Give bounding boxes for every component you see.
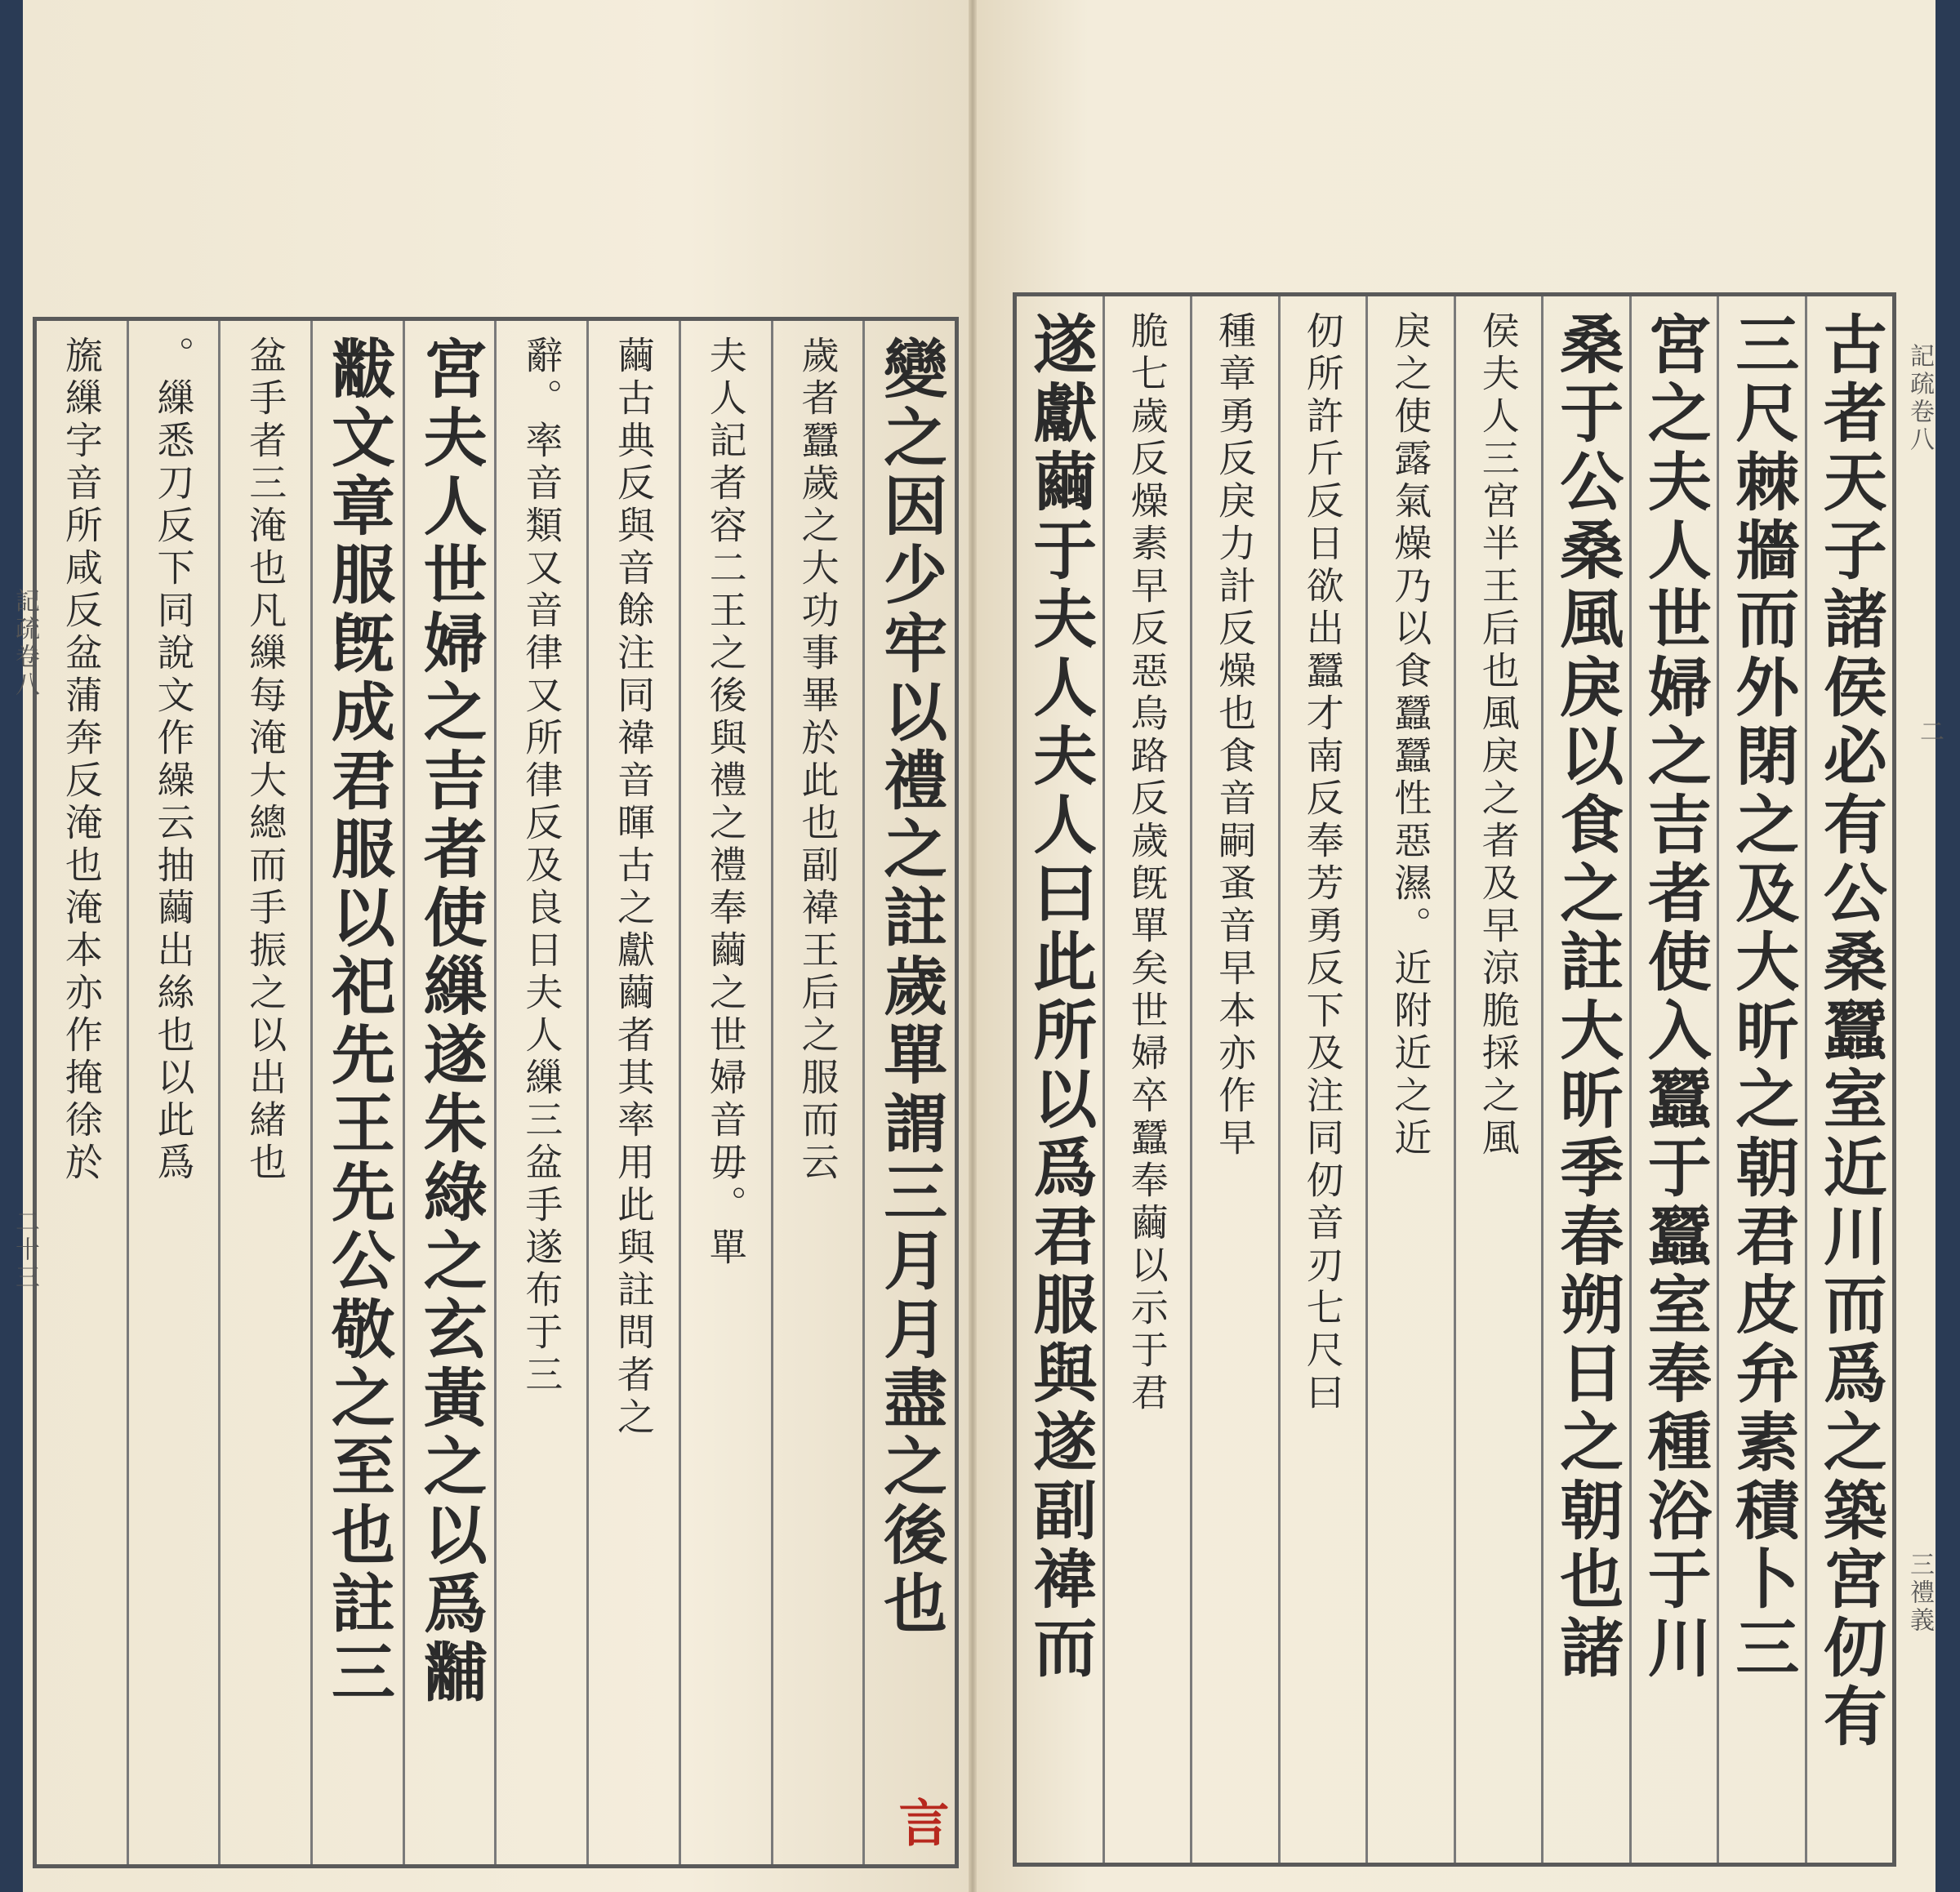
text-column bbox=[494, 321, 586, 1864]
text-column bbox=[127, 321, 219, 1864]
text-column bbox=[1102, 296, 1191, 1863]
right-margin-note: 三禮義 bbox=[1905, 1551, 1934, 1635]
column-text: 繭古典反與音餘注同褘音暉古之獻繭者其率用此與註問者之 bbox=[612, 336, 657, 1440]
right-columns bbox=[1017, 296, 1892, 1863]
text-column bbox=[1017, 296, 1102, 1863]
text-column bbox=[1717, 296, 1805, 1863]
column-text: 。繅悉刀反下同說文作繰云抽繭出絲也以此爲 bbox=[151, 336, 196, 1185]
text-column bbox=[1454, 296, 1542, 1863]
left-columns bbox=[37, 321, 955, 1864]
column-text: 宮夫人世婦之吉者使繅遂朱綠之玄黃之以爲黼 bbox=[412, 336, 488, 1707]
text-column bbox=[1541, 296, 1629, 1863]
text-column bbox=[586, 321, 679, 1864]
column-text: 辭。率音類又音律又所律反及良日夫人繅三盆手遂布于三 bbox=[519, 336, 564, 1397]
text-column bbox=[771, 321, 863, 1864]
column-text: 仞所許斤反日欲出蠶才南反奉芳勇反下及注同仞音刃七尺曰 bbox=[1300, 311, 1345, 1415]
column-text: 脆七歲反燥素早反惡烏路反歲旣單矣世婦卒蠶奉繭以示于君 bbox=[1125, 311, 1169, 1415]
column-text: 種章勇反戾力計反燥也食音嗣蚤音早本亦作早 bbox=[1213, 311, 1258, 1160]
left-margin-title: 記疏卷八 bbox=[11, 588, 39, 699]
column-text: 歲者蠶歲之大功事畢於此也副褘王后之服而云 bbox=[795, 336, 840, 1185]
left-text-frame bbox=[33, 317, 959, 1868]
text-column bbox=[310, 321, 403, 1864]
column-text: 變之因少牢以禮之註歲單謂三月月盡之後也 bbox=[873, 336, 948, 1639]
column-text: 侯夫人三宮半王后也風戾之者及早涼脆採之風 bbox=[1476, 311, 1521, 1160]
right-margin-title: 記疏卷八 bbox=[1905, 343, 1934, 454]
column-text: 古者天子諸侯必有公桑蠶室近川而爲之築宮仞有 bbox=[1812, 311, 1887, 1752]
red-seal-mark: 言 bbox=[890, 1796, 950, 1847]
text-column bbox=[1805, 296, 1893, 1863]
text-column bbox=[403, 321, 495, 1864]
column-text: 黻文章服旣成君服以祀先王先公敬之至也註三 bbox=[320, 336, 395, 1707]
text-column bbox=[37, 321, 127, 1864]
text-column bbox=[679, 321, 771, 1864]
text-column bbox=[1365, 296, 1454, 1863]
column-text: 桑于公桑風戾以食之註大昕季春朔日之朝也諸 bbox=[1549, 311, 1624, 1683]
column-text: 宮之夫人世婦之吉者使入蠶于蠶室奉種浴于川 bbox=[1637, 311, 1712, 1683]
column-text: 戾之使露氣燥乃以食蠶蠶性惡濕。近附近之近 bbox=[1388, 311, 1433, 1160]
right-margin-page-number: 二 bbox=[1915, 719, 1944, 746]
column-text: 盆手者三淹也凡繅每淹大總而手振之以出緒也 bbox=[243, 336, 288, 1185]
text-column bbox=[1190, 296, 1278, 1863]
text-column bbox=[1629, 296, 1717, 1863]
column-text: 夫人記者容二王之後與禮之禮奉繭之世婦音毋。單 bbox=[703, 336, 748, 1270]
book-gutter bbox=[969, 0, 977, 1892]
column-text: 三尺棘牆而外閉之及大昕之朝君皮弁素積卜三 bbox=[1725, 311, 1800, 1683]
text-column bbox=[1278, 296, 1366, 1863]
right-text-frame bbox=[1013, 292, 1896, 1867]
column-text: 遂獻繭于夫人夫人曰此所以爲君服與遂副褘而 bbox=[1022, 311, 1098, 1683]
text-column bbox=[218, 321, 310, 1864]
text-column bbox=[862, 321, 955, 1864]
left-margin-page-number: 二十三 bbox=[11, 1209, 39, 1292]
column-text: 旒繅字音所咸反盆蒲奔反淹也淹本亦作掩徐於 bbox=[59, 336, 104, 1185]
